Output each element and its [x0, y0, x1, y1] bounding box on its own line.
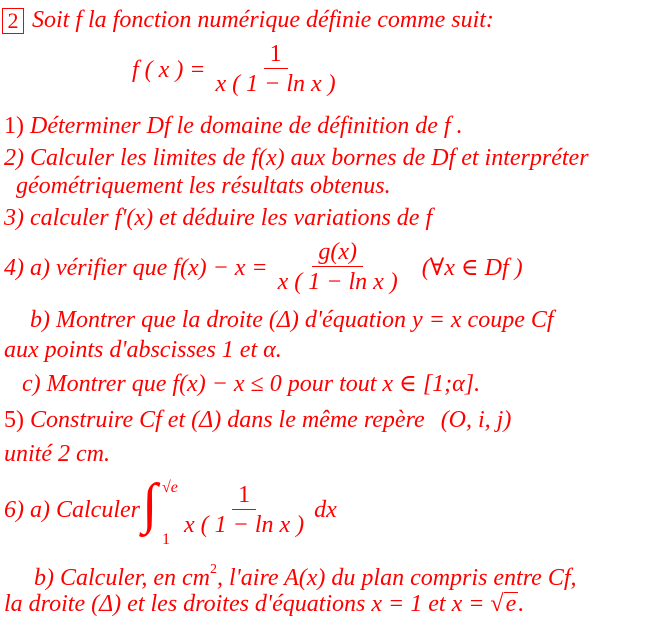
question-6a [4, 473, 337, 548]
question-6b-exponent: 2 [209, 562, 217, 577]
definition-lhs: f ( x ) = [132, 56, 206, 83]
definition-fraction [210, 40, 342, 99]
exercise-number: 2 [2, 8, 24, 34]
question-6b-sqrt-e: e [505, 591, 517, 617]
question-4a-numerator: g(x) [312, 238, 363, 267]
intro-text: Soit f la fonction numérique définie comme suit: [32, 7, 494, 33]
question-6a-fraction [178, 481, 310, 540]
question-6b-part-1: b) Calculer, en cm [34, 565, 210, 591]
definition-numerator: 1 [264, 40, 288, 69]
question-6b-part-2: , l'aire A(x) du plan compris entre Cf, [216, 565, 577, 591]
question-5-frame: (O, i, j) [440, 407, 512, 433]
integral-upper-bound: √e [161, 479, 178, 496]
question-2-line-2: géométriquement les résultats obtenus. [16, 173, 391, 199]
question-6a-lead: 6) a) Calculer [4, 497, 140, 523]
question-6b-line-2a: la droite (Δ) et les droites d'équations x = 1 et x = [4, 591, 491, 617]
question-4a-condition: (∀x ∈ Df ) [421, 254, 523, 281]
question-4b-line-1: b) Montrer que la droite (Δ) d'équation y = x coupe Cf [30, 307, 554, 333]
question-4a [4, 238, 523, 297]
question-6a-numerator: 1 [232, 481, 256, 510]
question-5-number: 5) [4, 407, 24, 433]
function-definition [132, 40, 346, 99]
question-2-line-1: 2) Calculer les limites de f(x) aux bornes de Df et interpréter [4, 145, 589, 171]
question-4a-denominator: x ( 1 − ln x ) [277, 269, 398, 295]
question-6a-dx: dx [314, 497, 337, 523]
question-1 [4, 112, 463, 140]
question-4a-fraction [272, 238, 404, 297]
integral-symbol: ∫ [141, 473, 158, 535]
question-6b-line-2 [4, 590, 524, 618]
question-5-line-1 [4, 406, 511, 434]
question-6a-denominator: x ( 1 − ln x ) [183, 511, 305, 538]
question-6b-line-1 [34, 556, 577, 592]
question-4b-line-2: aux points d'abscisses 1 et α. [4, 337, 282, 363]
exercise-header [2, 6, 494, 34]
integral-sign [140, 473, 178, 548]
question-1-number: 1) [4, 113, 24, 139]
question-4a-lead: 4) a) vérifier que f(x) − x = [4, 254, 268, 281]
question-5-line-2: unité 2 cm. [4, 441, 110, 467]
sqrt-sign: √ [490, 591, 504, 617]
integral-lower-bound: 1 [161, 531, 170, 548]
question-3: 3) calculer f'(x) et déduire les variations de f [4, 205, 433, 231]
question-1-text: Déterminer Df le domaine de définition de f . [24, 113, 463, 139]
question-5-text: Construire Cf et (Δ) dans le même repère [24, 407, 425, 433]
question-4c: c) Montrer que f(x) − x ≤ 0 pour tout x ∈ [1;α]. [22, 371, 481, 397]
question-6b-period: . [518, 591, 525, 617]
definition-denominator: x ( 1 − ln x ) [215, 71, 336, 97]
